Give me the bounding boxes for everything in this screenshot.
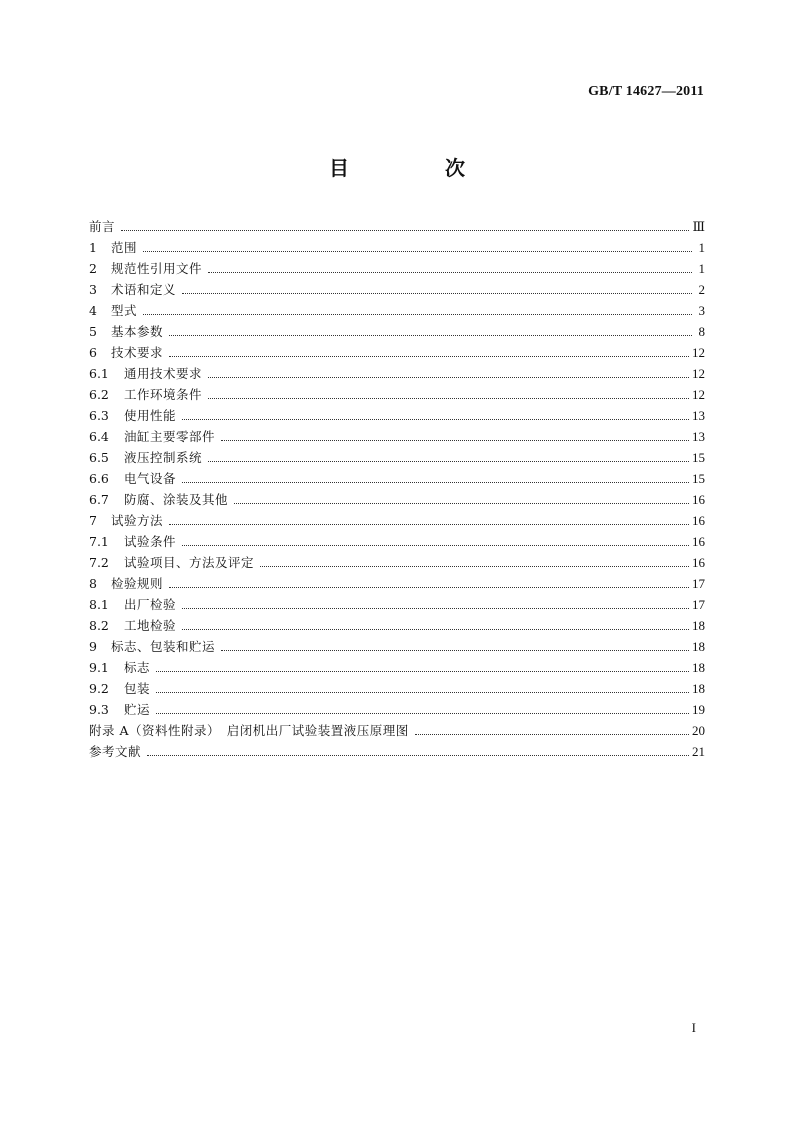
toc-entry-label	[89, 594, 176, 615]
toc-entry[interactable]	[89, 468, 705, 489]
dot-leader	[169, 356, 689, 357]
toc-entry-label	[89, 678, 150, 699]
table-of-contents	[89, 216, 705, 762]
toc-entry-label	[89, 321, 163, 342]
toc-entry[interactable]	[89, 363, 705, 384]
toc-entry[interactable]	[89, 573, 705, 594]
toc-entry-page: 13	[692, 429, 705, 444]
toc-entry-page: 15	[692, 450, 705, 465]
dot-leader	[208, 272, 692, 273]
toc-entry-number: 9.3	[89, 702, 109, 717]
toc-entry-page: 16	[692, 534, 705, 549]
toc-entry-label	[89, 699, 150, 720]
toc-entry-page: 8	[698, 324, 705, 339]
toc-entry-page: 21	[692, 744, 705, 759]
toc-entry[interactable]	[89, 636, 705, 657]
toc-entry-title: 通用技术要求	[124, 366, 203, 381]
toc-entry-label	[89, 531, 176, 552]
toc-entry-title: 贮运	[124, 702, 151, 717]
toc-entry-label	[89, 720, 409, 741]
toc-entry-number: 7.1	[89, 534, 109, 549]
toc-entry-label	[89, 468, 176, 489]
page-number: I	[691, 1020, 696, 1035]
toc-entry-title: 使用性能	[124, 408, 177, 423]
toc-entry[interactable]	[89, 447, 705, 468]
toc-entry-title: 油缸主要零部件	[124, 429, 216, 444]
toc-entry-number: 5	[89, 324, 97, 339]
toc-entry-number: 4	[89, 303, 97, 318]
toc-entry-label	[89, 279, 176, 300]
toc-entry-title: 技术要求	[111, 345, 164, 360]
toc-entry-title: 试验方法	[111, 513, 164, 528]
toc-entry-title: 试验条件	[124, 534, 177, 549]
toc-entry-number: 6.2	[89, 387, 109, 402]
toc-entry-page: 16	[692, 513, 705, 528]
dot-leader	[260, 566, 689, 567]
toc-entry-title: 出厂检验	[124, 597, 177, 612]
toc-entry-page: 12	[692, 366, 705, 381]
toc-entry[interactable]	[89, 300, 705, 321]
toc-entry-label	[89, 573, 163, 594]
toc-entry-number: 8.1	[89, 597, 109, 612]
toc-entry-page: 18	[692, 618, 705, 633]
toc-entry-page: Ⅲ	[692, 219, 705, 234]
toc-entry-title: 附录 A（资料性附录） 启闭机出厂试验装置液压原理图	[89, 723, 409, 738]
toc-entry-label	[89, 552, 254, 573]
toc-entry[interactable]	[89, 615, 705, 636]
toc-entry-page: 13	[692, 408, 705, 423]
toc-entry-number: 8	[89, 576, 97, 591]
toc-entry-label	[89, 636, 215, 657]
dot-leader	[415, 734, 689, 735]
dot-leader	[234, 503, 689, 504]
toc-entry-title: 型式	[111, 303, 138, 318]
dot-leader	[169, 524, 689, 525]
toc-entry[interactable]	[89, 258, 705, 279]
dot-leader	[143, 251, 692, 252]
toc-entry-number: 6.3	[89, 408, 109, 423]
toc-entry-label	[89, 216, 115, 237]
toc-entry-title: 电气设备	[124, 471, 177, 486]
toc-entry-title: 包装	[124, 681, 151, 696]
toc-entry[interactable]	[89, 342, 705, 363]
toc-entry-number: 7.2	[89, 555, 109, 570]
page-title: 目 次	[329, 156, 503, 180]
toc-entry-title: 防腐、涂装及其他	[124, 492, 229, 507]
toc-entry-page: 12	[692, 345, 705, 360]
toc-entry[interactable]	[89, 510, 705, 531]
toc-entry-page: 16	[692, 555, 705, 570]
toc-entry-number: 6.4	[89, 429, 109, 444]
toc-entry[interactable]	[89, 657, 705, 678]
toc-entry-label	[89, 300, 137, 321]
toc-entry-label	[89, 426, 215, 447]
toc-entry-label	[89, 447, 202, 468]
toc-entry-number: 2	[89, 261, 97, 276]
dot-leader	[221, 440, 689, 441]
dot-leader	[169, 587, 689, 588]
dot-leader	[182, 419, 689, 420]
toc-entry-label	[89, 615, 176, 636]
dot-leader	[208, 398, 689, 399]
toc-entry-number: 8.2	[89, 618, 109, 633]
toc-entry[interactable]	[89, 594, 705, 615]
dot-leader	[182, 608, 689, 609]
toc-entry[interactable]	[89, 426, 705, 447]
dot-leader	[156, 692, 689, 693]
toc-entry-title: 工作环境条件	[124, 387, 203, 402]
toc-entry-number: 7	[89, 513, 97, 528]
toc-entry-page: 18	[692, 660, 705, 675]
toc-entry[interactable]	[89, 678, 705, 699]
dot-leader	[169, 335, 692, 336]
toc-entry-label	[89, 489, 228, 510]
dot-leader	[221, 650, 689, 651]
toc-entry-label	[89, 405, 176, 426]
dot-leader	[208, 461, 689, 462]
toc-entry-title: 术语和定义	[111, 282, 177, 297]
toc-entry-page: 16	[692, 492, 705, 507]
toc-entry[interactable]	[89, 720, 705, 741]
dot-leader	[156, 671, 689, 672]
toc-entry-label	[89, 384, 202, 405]
toc-entry[interactable]	[89, 279, 705, 300]
dot-leader	[121, 230, 689, 231]
toc-entry-title: 前言	[89, 219, 116, 234]
toc-entry-label	[89, 510, 163, 531]
toc-entry-page: 1	[698, 261, 705, 276]
toc-entry-label	[89, 237, 137, 258]
toc-entry-title: 液压控制系统	[124, 450, 203, 465]
toc-entry-label	[89, 258, 202, 279]
toc-entry-number: 6	[89, 345, 97, 360]
toc-entry-page: 19	[692, 702, 705, 717]
toc-entry-page: 18	[692, 639, 705, 654]
toc-entry-label	[89, 657, 150, 678]
toc-entry-page: 17	[692, 597, 705, 612]
standard-code: GB/T 14627—2011	[588, 84, 704, 99]
toc-entry-title: 范围	[111, 240, 138, 255]
toc-entry-title: 工地检验	[124, 618, 177, 633]
toc-entry[interactable]	[89, 699, 705, 720]
toc-entry[interactable]	[89, 405, 705, 426]
dot-leader	[182, 629, 689, 630]
dot-leader	[156, 713, 689, 714]
toc-entry-label	[89, 741, 141, 762]
toc-entry[interactable]	[89, 489, 705, 510]
toc-entry-title: 基本参数	[111, 324, 164, 339]
toc-entry-number: 1	[89, 240, 97, 255]
dot-leader	[182, 482, 689, 483]
toc-entry-page: 12	[692, 387, 705, 402]
toc-entry-number: 9.2	[89, 681, 109, 696]
toc-entry-number: 6.7	[89, 492, 109, 507]
toc-entry-number: 6.5	[89, 450, 109, 465]
toc-entry[interactable]	[89, 216, 705, 237]
toc-entry-title: 参考文献	[89, 744, 142, 759]
toc-entry-page: 17	[692, 576, 705, 591]
dot-leader	[147, 755, 689, 756]
dot-leader	[182, 293, 692, 294]
toc-entry-label	[89, 342, 163, 363]
toc-entry-title: 标志	[124, 660, 151, 675]
toc-entry-title: 试验项目、方法及评定	[124, 555, 255, 570]
toc-entry-label	[89, 363, 202, 384]
dot-leader	[208, 377, 689, 378]
toc-entry-title: 检验规则	[111, 576, 164, 591]
toc-entry-page: 1	[698, 240, 705, 255]
toc-entry-number: 3	[89, 282, 97, 297]
toc-entry-number: 6.6	[89, 471, 109, 486]
toc-entry-page: 15	[692, 471, 705, 486]
dot-leader	[143, 314, 692, 315]
toc-entry[interactable]	[89, 384, 705, 405]
toc-entry[interactable]	[89, 552, 705, 573]
toc-entry-number: 9	[89, 639, 97, 654]
toc-entry-page: 18	[692, 681, 705, 696]
toc-entry[interactable]	[89, 531, 705, 552]
toc-entry-title: 规范性引用文件	[111, 261, 203, 276]
toc-entry-page: 20	[692, 723, 705, 738]
toc-entry[interactable]	[89, 321, 705, 342]
toc-entry-number: 9.1	[89, 660, 109, 675]
toc-entry-title: 标志、包装和贮运	[111, 639, 216, 654]
toc-entry[interactable]	[89, 237, 705, 258]
toc-entry[interactable]	[89, 741, 705, 762]
toc-entry-page: 2	[698, 282, 705, 297]
toc-entry-number: 6.1	[89, 366, 109, 381]
toc-entry-page: 3	[698, 303, 705, 318]
dot-leader	[182, 545, 689, 546]
